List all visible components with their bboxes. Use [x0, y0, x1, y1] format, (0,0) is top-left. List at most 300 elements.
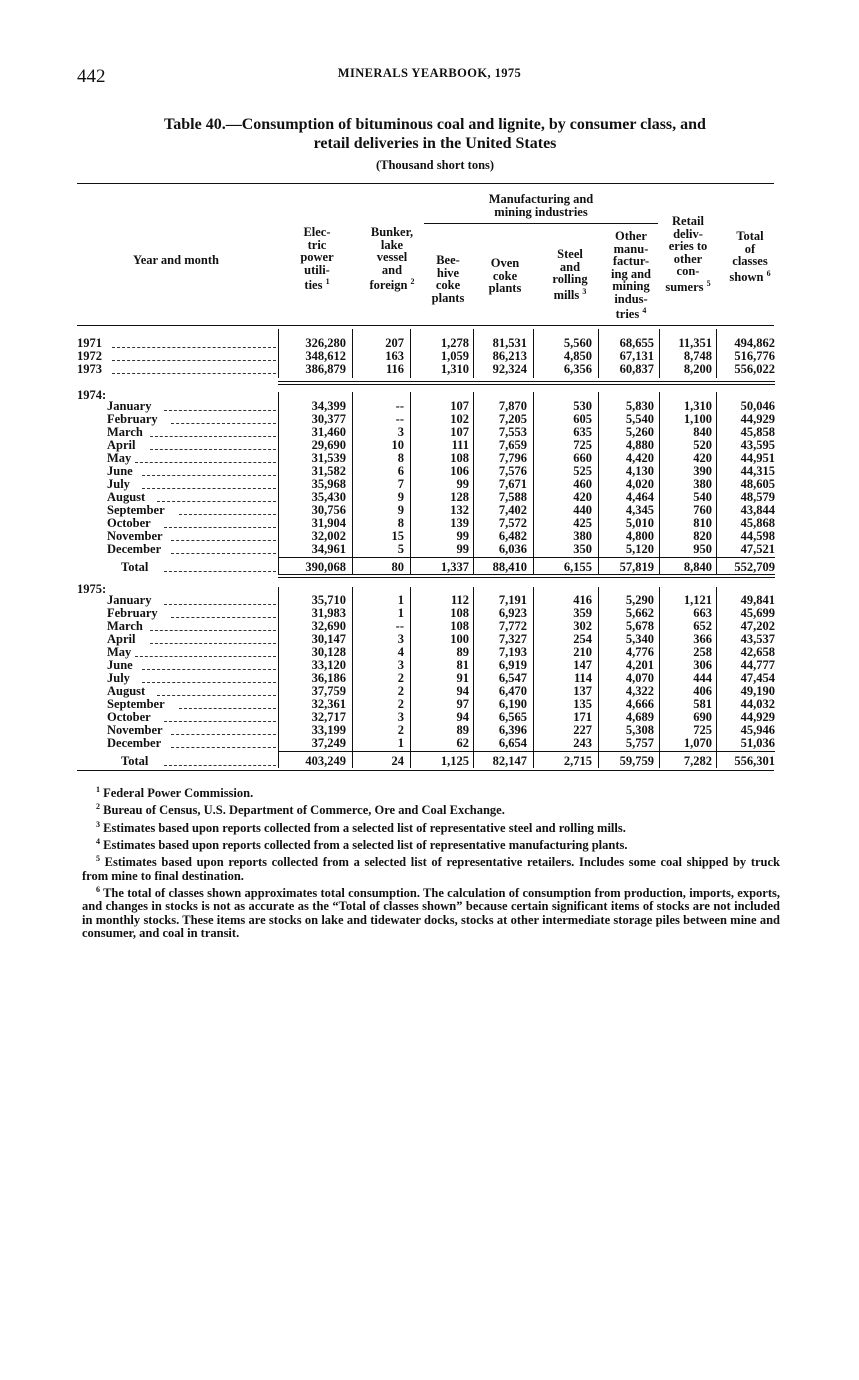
row-1975-february-value-2: 1: [397, 606, 404, 620]
column-separator-1974-total-1: [278, 557, 279, 574]
row-1975-november-leader: [171, 734, 276, 735]
row-1975-february-value-5: 359: [573, 606, 592, 620]
row-1975-march-value-4: 7,772: [498, 619, 527, 633]
row-1975-may-value-2: 4: [397, 645, 404, 659]
row-1975-january-label: January: [107, 593, 152, 607]
row-1975-august-value-3: 94: [456, 684, 469, 698]
column-separator-1975-8: [716, 587, 717, 751]
row-1975-may-label: May: [107, 645, 132, 659]
annual-row-1971-value-7: 11,351: [678, 336, 712, 350]
row-1975-august-value-6: 4,322: [625, 684, 654, 698]
footnote-text: Estimates based upon reports collected from a selected list of representative steel and rolling mills.: [100, 820, 626, 835]
row-1974-may-value-2: 8: [397, 451, 404, 465]
row-1975-december-value-4: 6,654: [498, 736, 527, 750]
row-1974-october-leader: [164, 527, 276, 528]
footnote-number: 4: [96, 837, 100, 847]
column-separator-1975-5: [533, 587, 534, 751]
column-separator-annual-1: [278, 329, 279, 378]
row-1975-july-value-6: 4,070: [625, 671, 654, 685]
row-1975-may-value-1: 30,128: [311, 645, 346, 659]
row-1975-january-leader: [164, 604, 276, 605]
row-1974-december-value-5: 350: [573, 542, 592, 556]
row-1975-december-leader: [171, 747, 276, 748]
column-header-label: Retail deliv- eries to other con- sumers: [665, 214, 708, 294]
annual-row-1971-value-1: 326,280: [305, 336, 346, 350]
row-1974-january-value-3: 107: [450, 399, 469, 413]
row-1975-august-value-2: 2: [397, 684, 404, 698]
row-1974-january-value-1: 34,399: [311, 399, 346, 413]
row-1974-september-value-3: 132: [450, 503, 469, 517]
row-1974-may-value-5: 660: [573, 451, 592, 465]
row-1975-june-value-6: 4,201: [625, 658, 654, 672]
row-1974-total-value-5: 6,155: [563, 560, 592, 574]
row-1974-november-leader: [171, 540, 276, 541]
column-header-label: Bee- hive coke plants: [431, 253, 465, 305]
row-1974-august-value-3: 128: [450, 490, 469, 504]
annual-row-1973-value-1: 386,879: [305, 362, 346, 376]
column-header-8: [659, 215, 717, 293]
column-separator-1975-3: [410, 587, 411, 751]
row-1974-total-value-8: 552,709: [734, 560, 775, 574]
total-1974-rule-bottom-a: [278, 574, 775, 575]
row-1974-august-value-8: 48,579: [740, 490, 775, 504]
row-1975-june-value-1: 33,120: [311, 658, 346, 672]
row-1975-february-value-4: 6,923: [498, 606, 527, 620]
row-1975-november-label: November: [107, 723, 163, 737]
column-separator-1974-7: [659, 392, 660, 557]
row-1975-july-value-7: 444: [693, 671, 712, 685]
row-1974-april-value-1: 29,690: [311, 438, 346, 452]
footnote-text: Bureau of Census, U.S. Department of Commerce, Ore and Coal Exchange.: [100, 803, 505, 818]
row-1975-august-leader: [157, 695, 276, 696]
column-separator-1974-6: [598, 392, 599, 557]
column-separator-annual-4: [473, 329, 474, 378]
row-1975-march-value-8: 47,202: [740, 619, 775, 633]
row-1974-august-value-4: 7,588: [498, 490, 527, 504]
row-1974-january-value-4: 7,870: [498, 399, 527, 413]
column-header-9: [721, 230, 779, 283]
footnote-number: 3: [96, 819, 100, 829]
row-1975-november-value-4: 6,396: [498, 723, 527, 737]
row-1975-total-value-8: 556,301: [734, 754, 775, 768]
row-1975-october-value-7: 690: [693, 710, 712, 724]
column-separator-1975-total-4: [473, 751, 474, 768]
row-1975-june-value-3: 81: [456, 658, 469, 672]
row-1975-june-leader: [142, 669, 276, 670]
footnote-number: 5: [96, 854, 100, 864]
row-1974-november-value-5: 380: [573, 529, 592, 543]
row-1974-march-value-6: 5,260: [625, 425, 654, 439]
table-units: (Thousand short tons): [375, 158, 495, 172]
column-header-label: Total of classes shown: [729, 229, 768, 284]
column-header-label: Year and month: [133, 253, 219, 267]
row-1975-may-value-5: 210: [573, 645, 592, 659]
column-header-label: Steel and rolling mills: [552, 247, 588, 302]
column-separator-1974-total-2: [352, 557, 353, 574]
row-1974-total-value-7: 8,840: [683, 560, 712, 574]
row-1974-december-value-7: 950: [693, 542, 712, 556]
table-header-bottom-rule: [77, 325, 774, 326]
column-separator-1975-1: [278, 587, 279, 751]
row-1974-april-value-8: 43,595: [740, 438, 775, 452]
column-separator-1974-5: [533, 392, 534, 557]
annual-row-1971-value-2: 207: [385, 336, 404, 350]
row-1974-february-value-6: 5,540: [625, 412, 654, 426]
row-1974-december-value-6: 5,120: [625, 542, 654, 556]
row-1975-august-value-8: 49,190: [740, 684, 775, 698]
row-1974-july-leader: [142, 488, 276, 489]
row-1974-january-value-8: 50,046: [740, 399, 775, 413]
row-1974-august-value-1: 35,430: [311, 490, 346, 504]
annual-row-1972-value-1: 348,612: [305, 349, 346, 363]
column-header-label: Oven coke plants: [488, 256, 522, 295]
footnote-1: [82, 783, 780, 800]
row-1974-march-value-8: 45,858: [740, 425, 775, 439]
row-1974-november-value-8: 44,598: [740, 529, 775, 543]
column-header-1: [96, 254, 256, 267]
row-1975-may-value-3: 89: [456, 645, 469, 659]
page-number: 442: [77, 66, 106, 87]
row-1975-june-value-2: 3: [397, 658, 404, 672]
row-1975-april-label: April: [107, 632, 136, 646]
annual-row-1972-value-8: 516,776: [734, 349, 775, 363]
row-1974-june-value-8: 44,315: [740, 464, 775, 478]
column-separator-1974-4: [473, 392, 474, 557]
row-1974-november-value-6: 4,800: [625, 529, 654, 543]
row-1975-february-label: February: [107, 606, 158, 620]
row-1974-june-value-1: 31,582: [311, 464, 346, 478]
row-1974-december-value-4: 6,036: [498, 542, 527, 556]
row-1975-june-label: June: [107, 658, 133, 672]
row-1975-june-value-4: 6,919: [498, 658, 527, 672]
footnote-text: Estimates based upon reports collected from a selected list of representative retailers. Includes some coal shipped by truck from mine to final destination.: [82, 855, 780, 883]
row-1974-october-value-2: 8: [397, 516, 404, 530]
row-1974-february-label: February: [107, 412, 158, 426]
column-header-7: [603, 230, 659, 321]
column-separator-1975-total-7: [659, 751, 660, 768]
row-1975-september-value-4: 6,190: [498, 697, 527, 711]
row-1975-february-value-6: 5,662: [625, 606, 654, 620]
row-1975-september-value-3: 97: [456, 697, 469, 711]
row-1975-total-value-2: 24: [391, 754, 404, 768]
annual-row-1973-value-5: 6,356: [563, 362, 592, 376]
row-1975-december-value-3: 62: [456, 736, 469, 750]
column-header-4: [426, 254, 470, 304]
row-1974-july-value-3: 99: [456, 477, 469, 491]
row-1975-november-value-6: 5,308: [625, 723, 654, 737]
footnote-5: [82, 852, 780, 883]
row-1975-january-value-1: 35,710: [311, 593, 346, 607]
row-1975-september-leader: [179, 708, 276, 709]
annual-row-1971-value-8: 494,862: [734, 336, 775, 350]
row-1974-june-label: June: [107, 464, 133, 478]
row-1975-march-value-6: 5,678: [625, 619, 654, 633]
table-title: [90, 115, 780, 153]
row-1975-june-value-8: 44,777: [740, 658, 775, 672]
annual-row-1973-value-2: 116: [385, 362, 404, 376]
row-1975-march-value-3: 108: [450, 619, 469, 633]
row-1974-total-leader: [164, 571, 277, 572]
row-1974-february-value-4: 7,205: [498, 412, 527, 426]
row-1974-september-leader: [179, 514, 276, 515]
row-1975-april-value-4: 7,327: [498, 632, 527, 646]
column-separator-1975-total-5: [533, 751, 534, 768]
row-1975-april-value-3: 100: [450, 632, 469, 646]
row-1975-january-value-7: 1,121: [683, 593, 712, 607]
column-separator-1975-2: [352, 587, 353, 751]
running-head: MINERALS YEARBOOK, 1975: [337, 66, 522, 80]
row-1974-july-value-7: 380: [693, 477, 712, 491]
row-1975-total-value-4: 82,147: [492, 754, 527, 768]
row-1975-october-value-3: 94: [456, 710, 469, 724]
row-1974-march-value-3: 107: [450, 425, 469, 439]
row-1974-june-value-3: 106: [450, 464, 469, 478]
column-separator-1974-total-4: [473, 557, 474, 574]
row-1974-september-label: September: [107, 503, 165, 517]
annual-row-1972-value-6: 67,131: [619, 349, 654, 363]
row-1974-october-value-5: 425: [573, 516, 592, 530]
row-1975-total-value-6: 59,759: [619, 754, 654, 768]
row-1975-november-value-5: 227: [573, 723, 592, 737]
row-1974-total-value-2: 80: [391, 560, 404, 574]
row-1975-april-value-6: 5,340: [625, 632, 654, 646]
row-1974-april-value-7: 520: [693, 438, 712, 452]
row-1974-january-value-5: 530: [573, 399, 592, 413]
row-1975-october-value-5: 171: [573, 710, 592, 724]
row-1975-december-value-2: 1: [397, 736, 404, 750]
column-separator-1974-total-5: [533, 557, 534, 574]
annual-row-1972-value-7: 8,748: [683, 349, 712, 363]
column-separator-1975-4: [473, 587, 474, 751]
annual-row-1973-leader: [112, 373, 276, 374]
row-1974-august-value-2: 9: [397, 490, 404, 504]
row-1974-december-value-1: 34,961: [311, 542, 346, 556]
row-1974-january-label: January: [107, 399, 152, 413]
row-1974-may-value-3: 108: [450, 451, 469, 465]
row-1975-october-value-1: 32,717: [311, 710, 346, 724]
row-1975-january-value-2: 1: [397, 593, 404, 607]
row-1974-may-value-1: 31,539: [311, 451, 346, 465]
footnote-ref: 2: [410, 277, 415, 286]
row-1975-may-value-6: 4,776: [625, 645, 654, 659]
row-1975-total-value-7: 7,282: [683, 754, 712, 768]
row-1974-september-value-2: 9: [397, 503, 404, 517]
row-1974-total-value-6: 57,819: [619, 560, 654, 574]
row-1974-march-value-1: 31,460: [311, 425, 346, 439]
row-1975-april-value-8: 43,537: [740, 632, 775, 646]
row-1974-april-value-5: 725: [573, 438, 592, 452]
row-1975-july-value-2: 2: [397, 671, 404, 685]
row-1975-october-leader: [164, 721, 276, 722]
row-1975-march-value-7: 652: [693, 619, 712, 633]
row-1974-september-value-7: 760: [693, 503, 712, 517]
row-1975-july-leader: [142, 682, 276, 683]
row-1974-january-value-7: 1,310: [683, 399, 712, 413]
row-1975-march-value-5: 302: [573, 619, 592, 633]
row-1974-december-value-2: 5: [397, 542, 404, 556]
row-1975-march-value-1: 32,690: [311, 619, 346, 633]
row-1974-total-label: Total: [121, 560, 149, 574]
row-1974-february-value-3: 102: [450, 412, 469, 426]
column-separator-1974-8: [716, 392, 717, 557]
footnote-text: The total of classes shown approximates total consumption. The calculation of consumption from production, imports, exports, and changes in stocks is not as accurate as the “Total of classes shown” because certain significant items of stocks are not included in monthly stocks. These items are stocks on lake and tidewater docks, stocks at other intermediate storage piles between mine and consumer, and coal in transit.: [82, 886, 780, 940]
row-1974-november-value-1: 32,002: [311, 529, 346, 543]
row-1975-october-value-8: 44,929: [740, 710, 775, 724]
year-1974-label: 1974:: [77, 388, 107, 402]
row-1974-april-value-2: 10: [391, 438, 404, 452]
row-1975-september-label: September: [107, 697, 165, 711]
row-1974-december-value-8: 47,521: [740, 542, 775, 556]
row-1974-january-value-6: 5,830: [625, 399, 654, 413]
column-separator-1975-total-6: [598, 751, 599, 768]
row-1975-july-value-8: 47,454: [740, 671, 775, 685]
column-separator-annual-5: [533, 329, 534, 378]
row-1975-september-value-6: 4,666: [625, 697, 654, 711]
column-separator-1974-total-8: [716, 557, 717, 574]
row-1974-february-value-7: 1,100: [683, 412, 712, 426]
column-separator-1974-total-6: [598, 557, 599, 574]
column-separator-annual-3: [410, 329, 411, 378]
column-separator-1974-2: [352, 392, 353, 557]
column-separator-annual-8: [716, 329, 717, 378]
row-1975-march-leader: [150, 630, 277, 631]
row-1975-december-label: December: [107, 736, 162, 750]
row-1974-march-value-7: 840: [693, 425, 712, 439]
row-1975-april-value-5: 254: [573, 632, 592, 646]
row-1974-november-value-7: 820: [693, 529, 712, 543]
annual-row-1972-value-3: 1,059: [440, 349, 469, 363]
row-1974-may-leader: [135, 462, 276, 463]
row-1974-october-label: October: [107, 516, 151, 530]
row-1975-january-value-3: 112: [450, 593, 469, 607]
annual-row-1973-value-7: 8,200: [683, 362, 712, 376]
annual-row-1973-value-6: 60,837: [619, 362, 654, 376]
row-1975-november-value-3: 89: [456, 723, 469, 737]
row-1975-february-leader: [171, 617, 276, 618]
column-separator-1975-6: [598, 587, 599, 751]
annual-row-1972-value-5: 4,850: [563, 349, 592, 363]
row-1974-september-value-6: 4,345: [625, 503, 654, 517]
row-1975-total-label: Total: [121, 754, 149, 768]
column-separator-annual-6: [598, 329, 599, 378]
row-1974-may-value-7: 420: [693, 451, 712, 465]
row-1974-december-leader: [171, 553, 276, 554]
row-1974-march-value-4: 7,553: [498, 425, 527, 439]
row-1975-july-value-1: 36,186: [311, 671, 346, 685]
column-separator-annual-2: [352, 329, 353, 378]
row-1974-december-value-3: 99: [456, 542, 469, 556]
row-1974-march-value-2: 3: [397, 425, 404, 439]
row-1975-september-value-1: 32,361: [311, 697, 346, 711]
column-header-label: Elec- tric power utili- ties: [300, 225, 334, 293]
annual-row-1973-value-3: 1,310: [440, 362, 469, 376]
column-header-5: [480, 257, 530, 295]
row-1975-october-value-4: 6,565: [498, 710, 527, 724]
row-1974-march-label: March: [107, 425, 143, 439]
row-1975-august-value-1: 37,759: [311, 684, 346, 698]
row-1974-june-value-5: 525: [573, 464, 592, 478]
row-1975-july-label: July: [107, 671, 130, 685]
row-1974-november-value-3: 99: [456, 529, 469, 543]
row-1974-july-value-2: 7: [397, 477, 404, 491]
annual-row-1972-value-4: 86,213: [492, 349, 527, 363]
row-1974-august-value-7: 540: [693, 490, 712, 504]
row-1974-october-value-8: 45,868: [740, 516, 775, 530]
column-separator-1975-total-1: [278, 751, 279, 768]
row-1975-september-value-2: 2: [397, 697, 404, 711]
footnote-text: Federal Power Commission.: [100, 786, 254, 801]
column-separator-1975-total-3: [410, 751, 411, 768]
footnote-ref: 5: [706, 278, 711, 288]
row-1974-july-value-5: 460: [573, 477, 592, 491]
row-1974-august-leader: [157, 501, 276, 502]
row-1974-april-leader: [150, 449, 277, 450]
row-1974-july-value-6: 4,020: [625, 477, 654, 491]
column-header-2: [291, 226, 343, 292]
row-1974-february-leader: [171, 423, 276, 424]
row-1974-september-value-5: 440: [573, 503, 592, 517]
annual-row-1971-leader: [112, 347, 276, 348]
row-1975-august-label: August: [107, 684, 146, 698]
row-1974-april-value-6: 4,880: [625, 438, 654, 452]
row-1975-december-value-5: 243: [573, 736, 592, 750]
row-1975-february-value-7: 663: [693, 606, 712, 620]
row-1975-october-label: October: [107, 710, 151, 724]
column-separator-1974-total-7: [659, 557, 660, 574]
annual-row-1971-value-5: 5,560: [563, 336, 592, 350]
column-separator-1975-total-8: [716, 751, 717, 768]
row-1974-september-value-4: 7,402: [498, 503, 527, 517]
row-1974-may-value-4: 7,796: [498, 451, 527, 465]
row-1974-august-value-6: 4,464: [625, 490, 654, 504]
row-1975-july-value-5: 114: [573, 671, 592, 685]
row-1975-january-value-5: 416: [573, 593, 592, 607]
row-1975-may-value-7: 258: [693, 645, 712, 659]
row-1974-february-value-5: 605: [573, 412, 592, 426]
row-1974-july-value-4: 7,671: [498, 477, 527, 491]
annual-rule-a: [278, 381, 775, 382]
annual-row-1973-value-4: 92,324: [492, 362, 527, 376]
annual-row-1972-label: 1972: [77, 349, 102, 363]
row-1974-october-value-4: 7,572: [498, 516, 527, 530]
row-1974-june-value-6: 4,130: [625, 464, 654, 478]
column-header-3: [362, 226, 422, 292]
row-1974-november-value-4: 6,482: [498, 529, 527, 543]
row-1975-total-leader: [164, 765, 277, 766]
row-1975-april-value-2: 3: [397, 632, 404, 646]
footnotes: [82, 783, 780, 940]
column-header-6: [545, 248, 595, 301]
row-1974-july-value-1: 35,968: [311, 477, 346, 491]
row-1975-april-leader: [150, 643, 277, 644]
table-title-line-2: retail deliveries in the United States: [313, 135, 557, 152]
row-1975-september-value-5: 135: [573, 697, 592, 711]
row-1975-june-value-7: 306: [693, 658, 712, 672]
row-1974-july-label: July: [107, 477, 130, 491]
row-1974-august-label: August: [107, 490, 146, 504]
footnote-number: 2: [96, 802, 100, 812]
row-1975-october-value-2: 3: [397, 710, 404, 724]
footnote-2: [82, 800, 780, 817]
row-1975-april-value-1: 30,147: [311, 632, 346, 646]
total-1974-rule-bottom-b: [278, 577, 775, 578]
row-1975-may-value-4: 7,193: [498, 645, 527, 659]
row-1975-may-value-8: 42,658: [740, 645, 775, 659]
annual-row-1972-value-2: 163: [385, 349, 404, 363]
footnote-ref: 6: [766, 268, 771, 278]
row-1974-may-value-6: 4,420: [625, 451, 654, 465]
group-header-underline: [424, 223, 658, 224]
